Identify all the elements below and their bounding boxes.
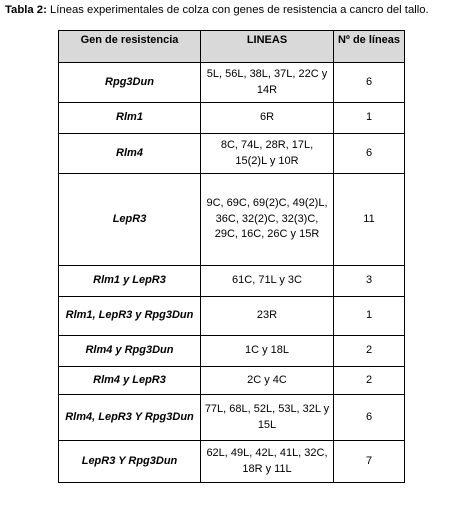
gene-cell: Rlm4 <box>59 134 201 174</box>
gene-cell: Rlm4 y Rpg3Dun <box>59 336 201 367</box>
table-row <box>59 367 405 395</box>
gene-cell: Rpg3Dun <box>59 63 201 103</box>
table-header <box>59 31 405 63</box>
count-cell: 1 <box>334 103 405 134</box>
header-count: Nº de líneas <box>334 31 405 63</box>
table-row <box>59 134 405 174</box>
lines-cell: 1C y 18L <box>201 336 334 367</box>
lines-cell: 9C, 69C, 69(2)C, 49(2)L, 36C, 32(2)C, 32(3)C, 29C, 16C, 26C y 15R <box>201 174 334 266</box>
gene-cell: Rlm4, LepR3 Y Rpg3Dun <box>59 395 201 441</box>
count-cell: 6 <box>334 134 405 174</box>
gene-cell: Rlm1 y LepR3 <box>59 266 201 297</box>
lines-cell: 8C, 74L, 28R, 17L, 15(2)L y 10R <box>201 134 334 174</box>
lines-cell: 77L, 68L, 52L, 53L, 32L y 15L <box>201 395 334 441</box>
table-row <box>59 441 405 483</box>
table-caption <box>5 3 461 17</box>
lines-cell: 61C, 71L y 3C <box>201 266 334 297</box>
count-cell: 6 <box>334 63 405 103</box>
gene-cell: LepR3 <box>59 174 201 266</box>
gene-cell: Rlm4 y LepR3 <box>59 367 201 395</box>
gene-cell: Rlm1, LepR3 y Rpg3Dun <box>59 297 201 336</box>
table-row <box>59 63 405 103</box>
count-cell: 7 <box>334 441 405 483</box>
count-cell: 3 <box>334 266 405 297</box>
table-row <box>59 297 405 336</box>
resistance-genes-table <box>58 30 405 483</box>
table-body <box>59 63 405 483</box>
table-row <box>59 103 405 134</box>
lines-cell: 2C y 4C <box>201 367 334 395</box>
count-cell: 1 <box>334 297 405 336</box>
count-cell: 11 <box>334 174 405 266</box>
lines-cell: 5L, 56L, 38L, 37L, 22C y 14R <box>201 63 334 103</box>
header-row <box>59 31 405 63</box>
table-row <box>59 336 405 367</box>
header-lines: LINEAS <box>201 31 334 63</box>
table-row <box>59 395 405 441</box>
caption-label: Tabla 2: <box>5 4 47 16</box>
table-row <box>59 174 405 266</box>
lines-cell: 6R <box>201 103 334 134</box>
header-gene: Gen de resistencia <box>59 31 201 63</box>
lines-cell: 23R <box>201 297 334 336</box>
table-row <box>59 266 405 297</box>
gene-cell: LepR3 Y Rpg3Dun <box>59 441 201 483</box>
gene-cell: Rlm1 <box>59 103 201 134</box>
caption-text: Líneas experimentales de colza con genes de resistencia a cancro del tallo. <box>46 4 429 16</box>
count-cell: 2 <box>334 367 405 395</box>
count-cell: 6 <box>334 395 405 441</box>
count-cell: 2 <box>334 336 405 367</box>
lines-cell: 62L, 49L, 42L, 41L, 32C, 18R y 11L <box>201 441 334 483</box>
